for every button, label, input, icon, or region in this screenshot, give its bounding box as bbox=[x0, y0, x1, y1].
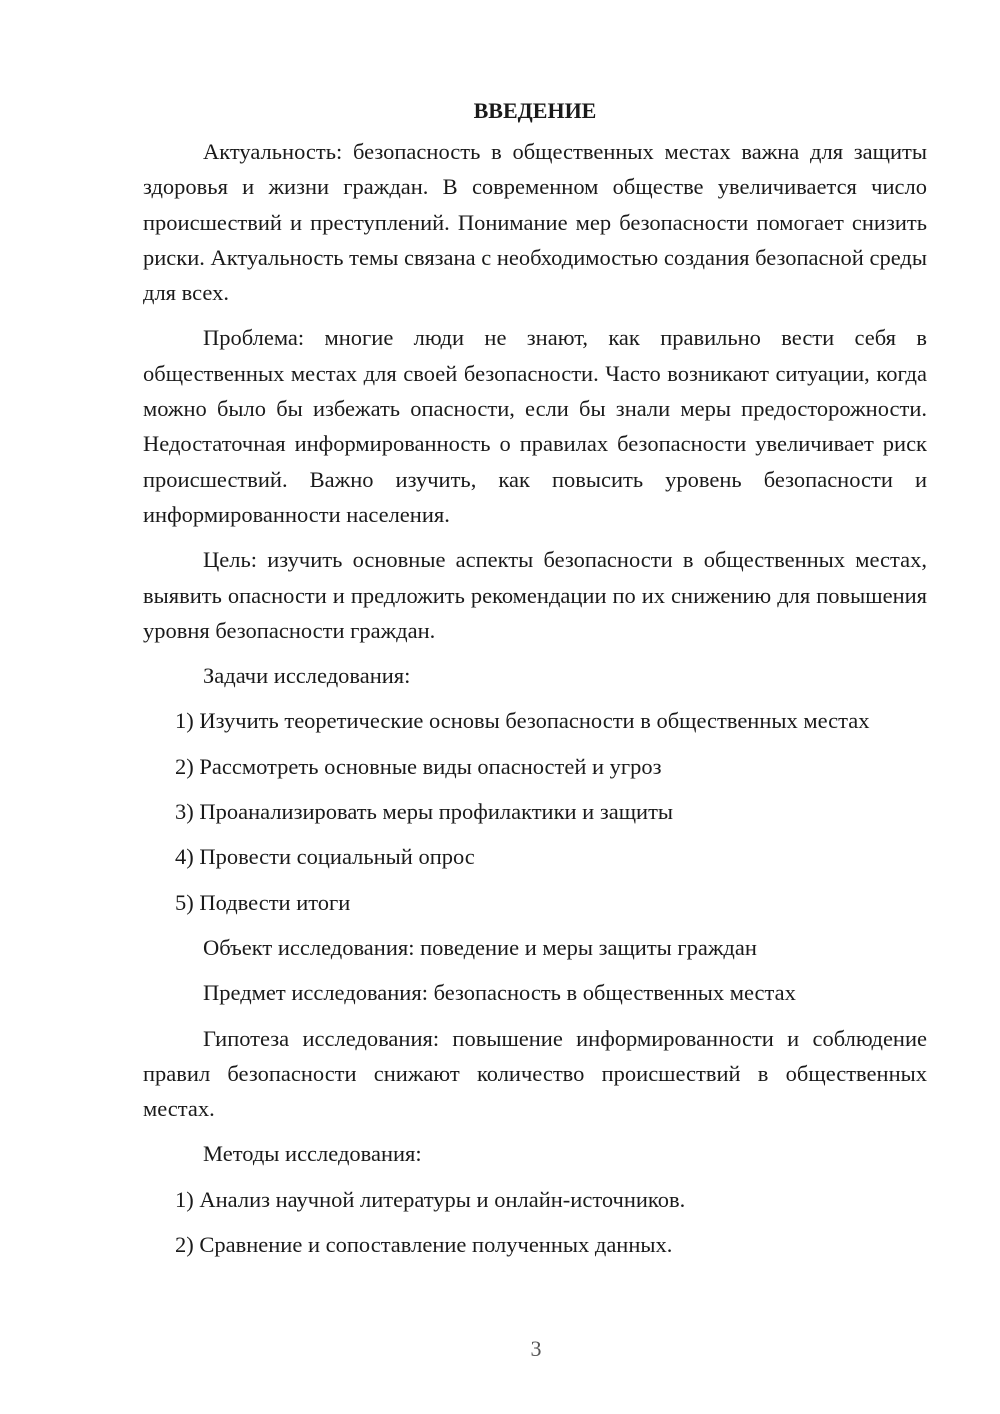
methods-heading: Методы исследования: bbox=[203, 1141, 422, 1167]
page-number: 3 bbox=[530, 1336, 542, 1361]
tasks-heading: Задачи исследования: bbox=[203, 663, 411, 689]
subject-line: Предмет исследования: безопасность в общественных местах bbox=[203, 980, 796, 1006]
hypothesis-paragraph: Гипотеза исследования: повышение информированности и соблюдение правил безопасности снижают количество происшествий в общественных местах. bbox=[143, 1025, 927, 1122]
problem-paragraph: Проблема: многие люди не знают, как правильно вести себя в общественных местах для своей безопасности. Часто возникают ситуации, когда можно было бы избежать опасности, если бы знали меры предосторожности. Недостаточная информированность о правилах безопасности увеличивает риск происшествий. Важно изучить, как повысить уровень безопасности и информированности населения. bbox=[143, 325, 927, 527]
goal-paragraph: Цель: изучить основные аспекты безопасности в общественных местах, выявить опасности и предложить рекомендации по их снижению для повышения уровня безопасности граждан. bbox=[143, 547, 927, 643]
object-line: Объект исследования: поведение и меры защиты граждан bbox=[203, 934, 757, 960]
task-item: 5) Подвести итоги bbox=[175, 889, 351, 915]
task-item: 3) Проанализировать меры профилактики и защиты bbox=[175, 799, 674, 825]
task-item: 4) Провести социальный опрос bbox=[175, 844, 475, 870]
task-item: 1) Изучить теоретические основы безопасности в общественных местах bbox=[175, 708, 870, 734]
method-item: 1) Анализ научной литературы и онлайн-источников. bbox=[175, 1186, 686, 1212]
method-item: 2) Сравнение и сопоставление полученных данных. bbox=[175, 1232, 673, 1258]
relevance-paragraph: Актуальность: безопасность в общественных местах важна для защиты здоровья и жизни граждан. В современном обществе увеличивается число происшествий и преступлений. Понимание мер безопасности помогает снизить риски. Актуальность темы связана с необходимостью создания безопасной среды для всех. bbox=[143, 139, 927, 306]
task-item: 2) Рассмотреть основные виды опасностей и угроз bbox=[175, 753, 662, 779]
document-page bbox=[143, 96, 927, 1272]
section-title: ВВЕДЕНИЕ bbox=[473, 98, 597, 123]
